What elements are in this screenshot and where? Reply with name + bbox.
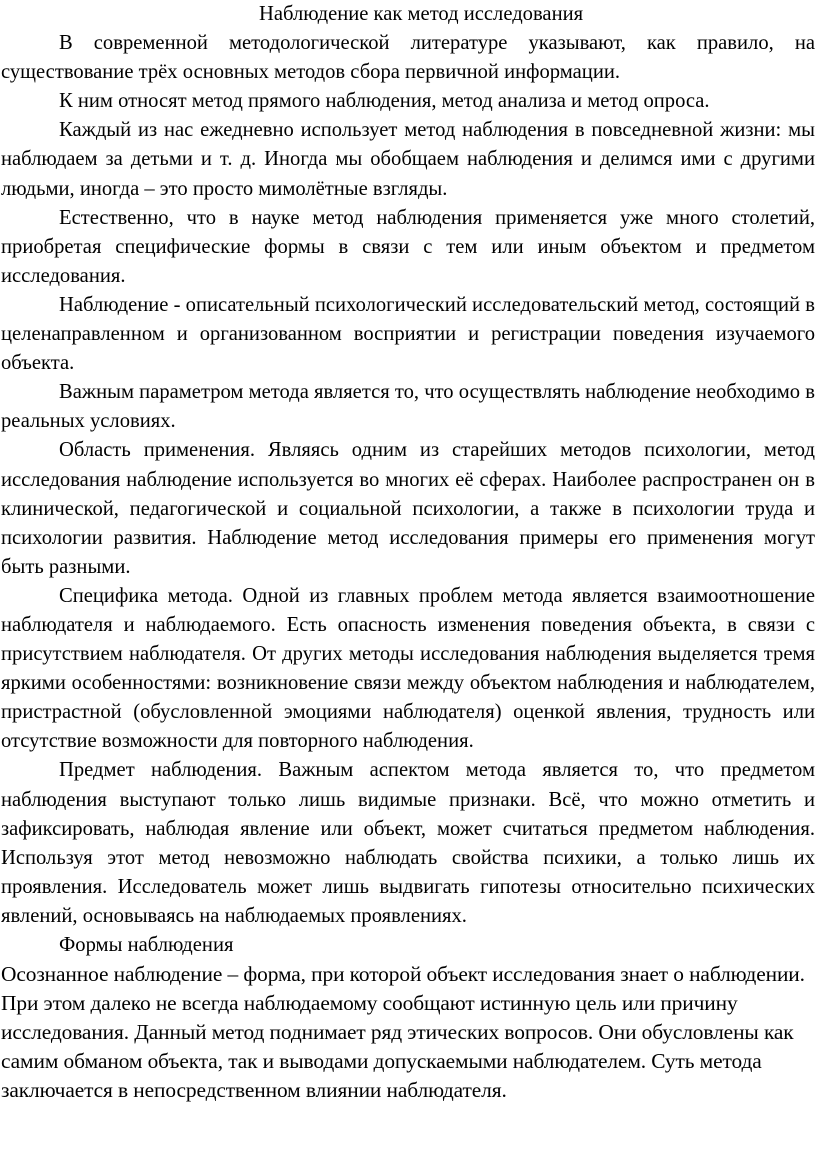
paragraph-2: К ним относят метод прямого наблюдения, метод анализа и метод опроса. [59, 90, 710, 113]
paragraph-5: Наблюдение - описательный психологический исследовательский метод, состоящий в целенаправленном и организованном восприятии и регистрации поведения изучаемого объекта. [1, 293, 815, 375]
paragraph-9: Предмет наблюдения. Важным аспектом метода является то, что предметом наблюдения выступают только лишь видимые признаки. Всё, что можно отметить и зафиксировать, наблюдая явление или объект, может считаться предметом наблюдения. Используя этот метод невозможно наблюдать свойства психики, а только лишь их проявления. Исследователь может лишь выдвигать гипотезы относительно психических явлений, основываясь на наблюдаемых проявлениях. [1, 759, 815, 927]
paragraph-8: Специфика метода. Одной из главных проблем метода является взаимоотношение наблюдателя и наблюдаемого. Есть опасность изменения поведения объекта, в связи с присутствием наблюдателя. От других методы исследования наблюдения выделяется тремя яркими особенностями: возникновение связи между объектом наблюдения и наблюдателем, пристрастной (обусловленной эмоциями наблюдателя) оценкой явления, трудность или отсутствие возможности для повторного наблюдения. [1, 584, 815, 753]
document-title: Наблюдение как метод исследования [259, 3, 584, 25]
paragraph-1: В современной методологической литературе указывают, как правило, на существование трёх основных методов сбора первичной информации. [1, 32, 815, 84]
section-subheading: Формы наблюдения [59, 934, 234, 956]
paragraph-7: Область применения. Являясь одним из старейших методов психологии, метод исследования наблюдение используется во многих её сферах. Наиболее распространен он в клинической, педагогической и социальной психологии, а также в психологии труда и психологии развития. Наблюдение метод исследования примеры его применения могут быть разными. [1, 439, 815, 578]
paragraph-6: Важным параметром метода является то, что осуществлять наблюдение необходимо в реальных условиях. [1, 381, 815, 433]
paragraph-4: Естественно, что в науке метод наблюдения применяется уже много столетий, приобретая специфические формы в связи с тем или иным объектом и предметом исследования. [1, 206, 815, 287]
final-paragraph: Осознанное наблюдение – форма, при которой объект исследования знает о наблюдении. При этом далеко не всегда наблюдаемому сообщают истинную цель или причину исследования. Данный метод поднимает ряд этических вопросов. Они обусловлены как самим обманом объекта, так и выводами допускаемыми наблюдателем. Суть метода заключается в непосредственном влиянии наблюдателя. [1, 962, 805, 1103]
paragraph-3: Каждый из нас ежедневно использует метод наблюдения в повседневной жизни: мы наблюдаем за детьми и т. д. Иногда мы обобщаем наблюдения и делимся ими с другими людьми, иногда – это просто мимолётные взгляды. [1, 119, 815, 200]
